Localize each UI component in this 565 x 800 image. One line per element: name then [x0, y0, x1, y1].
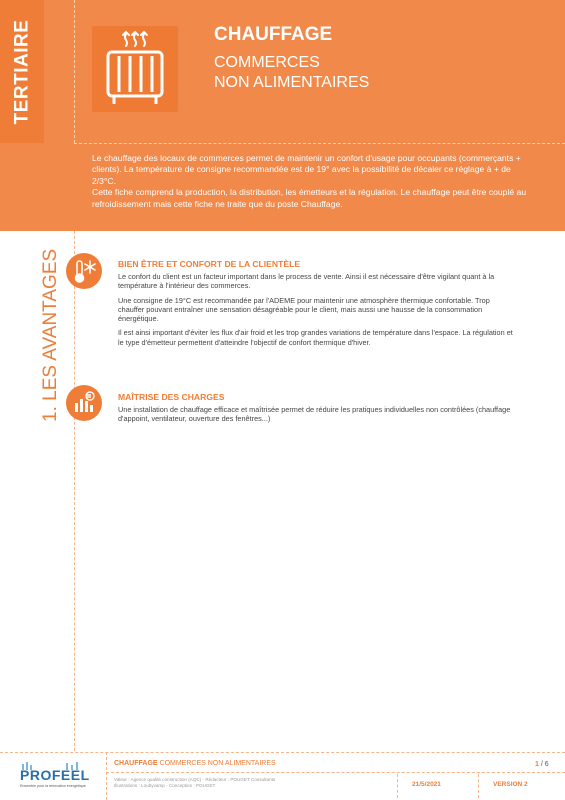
- advantage-paragraph: Le confort du client est un facteur important dans le process de vente. Ainsi il est nécessaire d'être vigilant quant à la température à l'intérieur des commerces.: [118, 272, 495, 291]
- credits-line: Valeur : Agence qualité construction (AQC) - Rédacteur : POUGET Consultants: [114, 777, 276, 782]
- intro-paragraph: Cette fiche comprend la production, la distribution, les émetteurs et la régulation. Le chauffage peut être couplé au refroidissement mais cette fiche ne traite que du poste Chauffage.: [92, 187, 527, 209]
- intro-text: [92, 153, 532, 210]
- category-tab: [0, 0, 44, 143]
- page-title: CHAUFFAGE: [214, 24, 333, 45]
- divider: [397, 774, 398, 798]
- page-current: 1: [535, 761, 539, 768]
- intro-paragraph: Le chauffage des locaux de commerces permet de maintenir un confort d'usage pour occupants (commerçants + clients). La température de consigne recommandée est de 19° avec la possibilité de décaler ce réglage à + de 2/3°C.: [92, 153, 521, 186]
- radiator-icon: [92, 26, 178, 112]
- advantage-body: [118, 272, 518, 352]
- advantage-body: [118, 405, 518, 429]
- footer-version: VERSION 2: [493, 781, 528, 788]
- divider: [478, 774, 479, 798]
- logo-tagline: Ensemble pour la rénovation énergétique: [20, 784, 86, 788]
- footer-title-rest: COMMERCES NON ALIMENTAIRES: [157, 760, 276, 767]
- profeel-logo: [16, 762, 96, 792]
- divider: [74, 0, 75, 143]
- advantage-paragraph: Une installation de chauffage efficace et maîtrisée permet de réduire les pratiques individuelles non contrôlées (chauffage d'appoint, ventilateur, ouverture des fenêtres...): [118, 405, 511, 424]
- section-heading: 1. LES AVANTAGES: [40, 248, 61, 422]
- page-total: / 6: [538, 761, 549, 768]
- divider: [74, 231, 75, 751]
- divider: [106, 752, 107, 800]
- advantage-paragraph: Il est ainsi important d'éviter les flux d'air froid et les trop grandes variations de température dans l'espace. La régulation et le type d'émetteur permettent d'atteindre l'objectif de confort thermique d'hiver.: [118, 328, 513, 347]
- credits-line: Illustrations : Loubyvamp - Conception : POUGET: [114, 783, 216, 788]
- subtitle-line: NON ALIMENTAIRES: [214, 74, 370, 91]
- divider: [0, 752, 565, 753]
- page-number: [535, 761, 549, 768]
- advantage-title: MAÎTRISE DES CHARGES: [118, 392, 225, 402]
- footer-title-bold: CHAUFFAGE: [114, 760, 158, 767]
- thermometer-snowflake-icon: [66, 253, 102, 289]
- footer-date: 21/5/2021: [412, 781, 441, 788]
- advantage-title: BIEN ÊTRE ET CONFORT DE LA CLIENTÈLE: [118, 259, 301, 269]
- page-subtitle: [214, 53, 514, 93]
- divider: [106, 772, 565, 773]
- subtitle-line: COMMERCES: [214, 54, 320, 71]
- euro-chart-icon: [66, 385, 102, 421]
- footer-title: [114, 760, 276, 767]
- footer-credits: [114, 777, 374, 789]
- divider: [74, 143, 565, 144]
- header-banner: [0, 0, 565, 231]
- category-label: TERTIAIRE: [11, 19, 32, 124]
- section-label: [32, 248, 61, 422]
- advantage-paragraph: Une consigne de 19°C est recommandée par l'ADEME pour maintenir une atmosphère thermique confortable. Trop chauffer pouvant entraîner une sensation désagréable pour le client, mais aussi une hausse de la consommation énergétique.: [118, 295, 490, 324]
- logo-text: PROFEEL: [20, 767, 90, 783]
